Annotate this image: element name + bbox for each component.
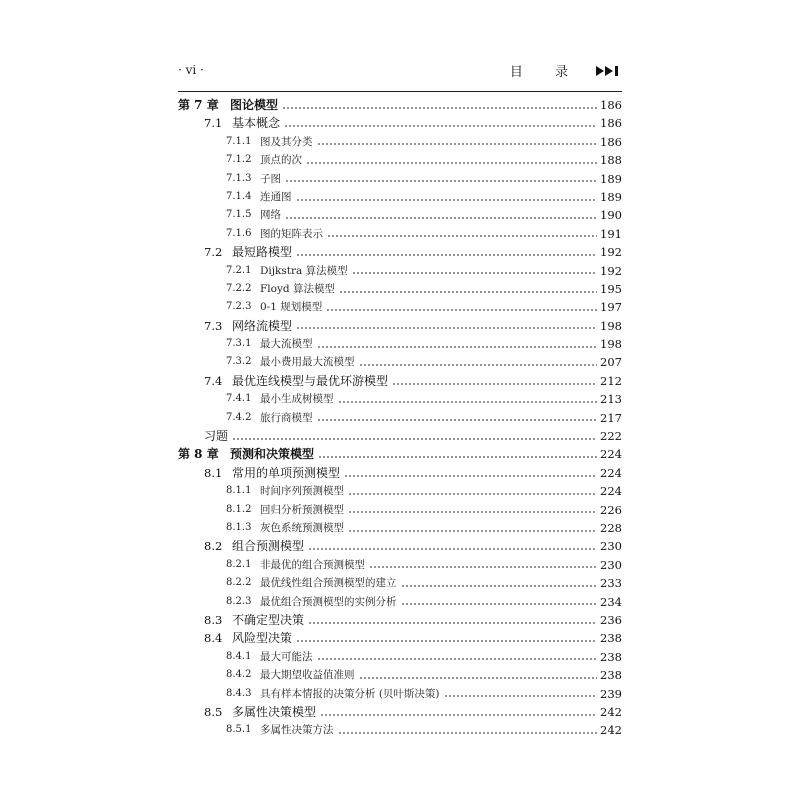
fast-forward-icon bbox=[596, 65, 622, 77]
toc-entry-subsection bbox=[178, 666, 622, 684]
toc-entry-title: 最优线性组合预测模型的建立 bbox=[260, 577, 397, 590]
toc-entry-title: 习题 bbox=[204, 429, 229, 444]
toc-entry-page: 192 bbox=[600, 263, 622, 278]
toc-entry-number: 第 7 章 bbox=[178, 98, 219, 112]
toc-entry-chapter bbox=[178, 445, 622, 463]
toc-entry-subsection bbox=[178, 482, 622, 500]
toc-entry-number: 7.2 bbox=[204, 245, 223, 260]
toc-leader-dots bbox=[359, 364, 598, 367]
toc-leader-dots bbox=[284, 125, 597, 128]
toc-entry-page: 224 bbox=[600, 465, 622, 480]
toc-entry-page: 233 bbox=[600, 576, 622, 591]
toc-entry-title: 不确定型决策 bbox=[232, 612, 305, 627]
toc-entry-title: 常用的单项预测模型 bbox=[232, 465, 341, 480]
toc-entry-exercise bbox=[178, 427, 622, 445]
toc-leader-dots bbox=[318, 456, 597, 459]
toc-entry-page: 238 bbox=[600, 668, 622, 683]
toc-entry-subsection bbox=[178, 151, 622, 169]
toc-entry-title: 预测和决策模型 bbox=[230, 447, 315, 462]
toc-entry-page: 186 bbox=[600, 98, 622, 112]
toc-leader-dots bbox=[308, 548, 597, 551]
toc-entry-title: 0-1 规划模型 bbox=[260, 301, 323, 314]
toc-entry-title: 子图 bbox=[260, 172, 281, 185]
toc-entry-subsection bbox=[178, 133, 622, 151]
toc-entry-subsection bbox=[178, 225, 622, 243]
toc-entry-page: 190 bbox=[600, 208, 622, 223]
table-of-contents bbox=[178, 96, 622, 740]
toc-entry-number: 8.4 bbox=[204, 631, 223, 646]
toc-entry-title: 最短路模型 bbox=[232, 245, 293, 260]
toc-entry-page: 224 bbox=[600, 447, 622, 462]
toc-entry-page: 198 bbox=[600, 337, 622, 352]
toc-entry-subsection bbox=[178, 298, 622, 316]
toc-entry-number: 7.3.2 bbox=[226, 356, 252, 368]
toc-entry-subsection bbox=[178, 390, 622, 408]
toc-entry-page: 242 bbox=[600, 723, 622, 738]
toc-entry-section bbox=[178, 611, 622, 629]
toc-entry-page: 186 bbox=[600, 116, 622, 131]
toc-entry-page: 197 bbox=[600, 300, 622, 315]
toc-entry-title: 最大期望收益值准则 bbox=[260, 669, 355, 682]
toc-entry-page: 189 bbox=[600, 171, 622, 186]
toc-leader-dots bbox=[444, 695, 598, 698]
toc-leader-dots bbox=[296, 198, 598, 201]
toc-entry-title: 回归分析预测模型 bbox=[260, 503, 344, 516]
toc-entry-title: 旅行商模型 bbox=[260, 411, 313, 424]
toc-entry-section bbox=[178, 243, 622, 261]
toc-entry-number: 8.1.2 bbox=[226, 503, 252, 515]
toc-entry-number: 第 8 章 bbox=[178, 447, 219, 462]
toc-leader-dots bbox=[296, 640, 597, 643]
toc-leader-dots bbox=[317, 345, 598, 348]
toc-entry-number: 8.2.2 bbox=[226, 577, 252, 589]
toc-entry-title: 组合预测模型 bbox=[232, 539, 305, 554]
toc-entry-number: 8.2 bbox=[204, 539, 223, 554]
toc-entry-title: Dijkstra 算法模型 bbox=[260, 264, 348, 277]
toc-leader-dots bbox=[392, 382, 597, 385]
toc-entry-number: 8.3 bbox=[204, 612, 223, 627]
toc-entry-subsection bbox=[178, 685, 622, 703]
toc-leader-dots bbox=[285, 180, 597, 183]
toc-entry-subsection bbox=[178, 648, 622, 666]
toc-entry-page: 195 bbox=[600, 281, 622, 296]
toc-entry-subsection bbox=[178, 335, 622, 353]
toc-entry-number: 8.1 bbox=[204, 465, 223, 480]
toc-entry-page: 239 bbox=[600, 686, 622, 701]
toc-entry-section bbox=[178, 114, 622, 132]
toc-entry-title: 最大流模型 bbox=[260, 338, 313, 351]
toc-entry-title: 多属性决策方法 bbox=[260, 724, 334, 737]
toc-entry-title: 最小生成树模型 bbox=[260, 393, 334, 406]
toc-entry-number: 7.3 bbox=[204, 318, 223, 333]
toc-entry-page: 242 bbox=[600, 704, 622, 719]
toc-entry-number: 7.1.2 bbox=[226, 154, 252, 166]
toc-entry-number: 8.4.3 bbox=[226, 687, 252, 699]
toc-entry-page: 238 bbox=[600, 631, 622, 646]
toc-entry-section bbox=[178, 317, 622, 335]
toc-entry-number: 7.1.1 bbox=[226, 135, 252, 147]
toc-entry-title: 顶点的次 bbox=[260, 154, 302, 167]
toc-leader-dots bbox=[401, 584, 598, 587]
toc-leader-dots bbox=[306, 161, 597, 164]
toc-leader-dots bbox=[348, 511, 597, 514]
toc-entry-number: 8.5 bbox=[204, 704, 223, 719]
toc-entry-title: 灰色系统预测模型 bbox=[260, 521, 344, 534]
toc-entry-subsection bbox=[178, 262, 622, 280]
toc-entry-page: 226 bbox=[600, 502, 622, 517]
toc-entry-section bbox=[178, 629, 622, 647]
toc-leader-dots bbox=[317, 419, 598, 422]
toc-entry-subsection bbox=[178, 574, 622, 592]
toc-leader-dots bbox=[285, 217, 597, 220]
toc-entry-subsection bbox=[178, 721, 622, 739]
toc-entry-number: 7.1.6 bbox=[226, 227, 252, 239]
toc-entry-page: 230 bbox=[600, 539, 622, 554]
toc-entry-title: Floyd 算法模型 bbox=[260, 282, 335, 295]
toc-entry-subsection bbox=[178, 519, 622, 537]
toc-entry-subsection bbox=[178, 188, 622, 206]
running-title: 目 录 bbox=[509, 65, 582, 80]
header-right bbox=[510, 61, 622, 80]
toc-leader-dots bbox=[327, 235, 597, 238]
toc-leader-dots bbox=[282, 106, 597, 109]
toc-entry-subsection bbox=[178, 501, 622, 519]
toc-entry-title: 最优组合预测模型的实例分析 bbox=[260, 595, 397, 608]
toc-entry-title: 图及其分类 bbox=[260, 135, 313, 148]
toc-entry-number: 8.4.1 bbox=[226, 650, 252, 662]
toc-leader-dots bbox=[359, 676, 598, 679]
toc-leader-dots bbox=[317, 143, 598, 146]
toc-entry-chapter bbox=[178, 96, 622, 114]
toc-leader-dots bbox=[326, 308, 597, 311]
toc-entry-number: 8.2.3 bbox=[226, 595, 252, 607]
toc-entry-page: 217 bbox=[600, 410, 622, 425]
toc-leader-dots bbox=[232, 437, 597, 440]
toc-entry-title: 时间序列预测模型 bbox=[260, 485, 344, 498]
toc-leader-dots bbox=[308, 621, 597, 624]
toc-entry-page: 238 bbox=[600, 649, 622, 664]
page-header bbox=[178, 60, 622, 84]
toc-entry-page: 191 bbox=[600, 226, 622, 241]
toc-entry-number: 8.4.2 bbox=[226, 669, 252, 681]
toc-leader-dots bbox=[369, 566, 597, 569]
toc-leader-dots bbox=[401, 603, 598, 606]
toc-entry-subsection bbox=[178, 353, 622, 371]
toc-entry-number: 7.1.5 bbox=[226, 209, 252, 221]
toc-entry-section bbox=[178, 703, 622, 721]
toc-entry-title: 最优连线模型与最优环游模型 bbox=[232, 373, 389, 388]
toc-leader-dots bbox=[348, 492, 597, 495]
toc-entry-number: 7.4 bbox=[204, 373, 223, 388]
toc-entry-number: 8.2.1 bbox=[226, 558, 252, 570]
toc-leader-dots bbox=[344, 474, 597, 477]
toc-entry-subsection bbox=[178, 556, 622, 574]
toc-leader-dots bbox=[296, 253, 597, 256]
toc-leader-dots bbox=[339, 290, 597, 293]
toc-leader-dots bbox=[317, 658, 598, 661]
toc-entry-page: 192 bbox=[600, 245, 622, 260]
toc-leader-dots bbox=[320, 713, 597, 716]
toc-entry-section bbox=[178, 464, 622, 482]
toc-entry-page: 212 bbox=[600, 373, 622, 388]
toc-entry-number: 7.2.1 bbox=[226, 264, 252, 276]
toc-entry-page: 186 bbox=[600, 134, 622, 149]
toc-entry-number: 7.4.2 bbox=[226, 411, 252, 423]
toc-entry-subsection bbox=[178, 206, 622, 224]
toc-entry-title: 非最优的组合预测模型 bbox=[260, 558, 365, 571]
toc-entry-title: 图论模型 bbox=[230, 98, 279, 112]
toc-entry-number: 8.1.1 bbox=[226, 485, 252, 497]
toc-entry-subsection bbox=[178, 593, 622, 611]
toc-entry-page: 207 bbox=[600, 355, 622, 370]
toc-entry-number: 7.3.1 bbox=[226, 338, 252, 350]
toc-leader-dots bbox=[338, 400, 598, 403]
page-number-label: · vi · bbox=[178, 63, 204, 77]
toc-entry-page: 236 bbox=[600, 612, 622, 627]
header-rule bbox=[178, 91, 622, 92]
toc-entry-title: 图的矩阵表示 bbox=[260, 227, 323, 240]
toc-entry-subsection bbox=[178, 170, 622, 188]
toc-leader-dots bbox=[352, 272, 597, 275]
toc-entry-page: 230 bbox=[600, 557, 622, 572]
toc-entry-number: 7.2.2 bbox=[226, 282, 252, 294]
toc-entry-number: 7.1 bbox=[204, 116, 223, 131]
toc-entry-title: 多属性决策模型 bbox=[232, 704, 317, 719]
toc-entry-title: 具有样本情报的决策分析 (贝叶斯决策) bbox=[260, 687, 440, 700]
toc-entry-page: 188 bbox=[600, 153, 622, 168]
toc-entry-subsection bbox=[178, 280, 622, 298]
toc-entry-page: 198 bbox=[600, 318, 622, 333]
toc-entry-section bbox=[178, 372, 622, 390]
toc-entry-section bbox=[178, 537, 622, 555]
toc-entry-title: 网络流模型 bbox=[232, 318, 293, 333]
toc-entry-subsection bbox=[178, 409, 622, 427]
toc-entry-title: 基本概念 bbox=[232, 116, 281, 131]
toc-entry-page: 222 bbox=[600, 429, 622, 444]
toc-entry-page: 224 bbox=[600, 484, 622, 499]
toc-leader-dots bbox=[338, 731, 598, 734]
toc-entry-number: 7.1.4 bbox=[226, 190, 252, 202]
toc-entry-number: 8.1.3 bbox=[226, 521, 252, 533]
toc-entry-number: 7.1.3 bbox=[226, 172, 252, 184]
toc-entry-number: 7.4.1 bbox=[226, 393, 252, 405]
toc-entry-title: 风险型决策 bbox=[232, 631, 293, 646]
toc-entry-number: 7.2.3 bbox=[226, 301, 252, 313]
toc-entry-title: 最大可能法 bbox=[260, 650, 313, 663]
toc-entry-number: 8.5.1 bbox=[226, 724, 252, 736]
toc-entry-title: 连通图 bbox=[260, 190, 292, 203]
toc-entry-page: 228 bbox=[600, 520, 622, 535]
toc-leader-dots bbox=[296, 327, 597, 330]
toc-entry-title: 最小费用最大流模型 bbox=[260, 356, 355, 369]
toc-entry-page: 213 bbox=[600, 392, 622, 407]
toc-entry-title: 网络 bbox=[260, 209, 281, 222]
toc-entry-page: 234 bbox=[600, 594, 622, 609]
toc-leader-dots bbox=[348, 529, 597, 532]
toc-entry-page: 189 bbox=[600, 189, 622, 204]
